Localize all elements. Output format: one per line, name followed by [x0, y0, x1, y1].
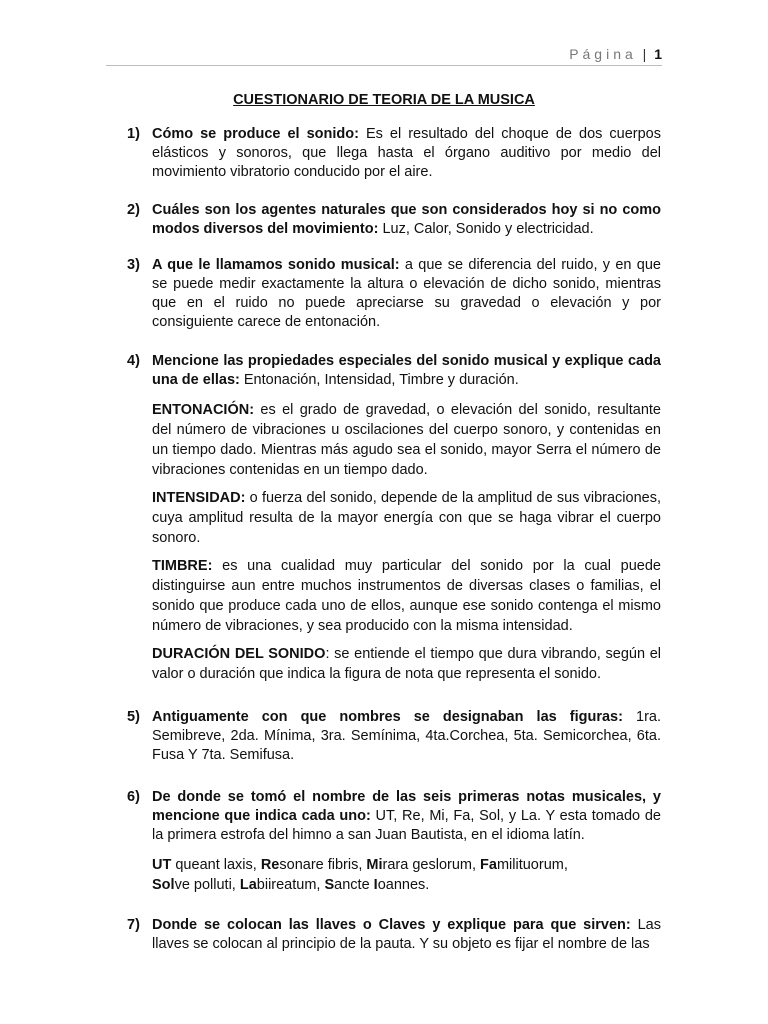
hymn-text: biireatum, [256, 877, 325, 893]
hymn-syllable: Re [260, 857, 280, 873]
question-5 [127, 708, 661, 765]
hymn-syllable: Sol [152, 877, 175, 893]
property-term: ENTONACIÓN: [152, 402, 255, 418]
hymn-text: queant laxis, [171, 857, 261, 873]
answer-text: 1ra. Semibreve, 2da. Mínima, 3ra. Semínima, 4ta.Corchea, 5ta. Semicorchea, 6ta. Fusa Y 7ta. Semifusa. [152, 709, 662, 763]
hymn-syllable: S [324, 877, 335, 893]
document-title: CUESTIONARIO DE TEORIA DE LA MUSICA [233, 92, 535, 108]
document-body [127, 125, 661, 954]
question-text: Donde se colocan las llaves o Claves y explique para que sirven: [152, 917, 631, 933]
hymn-text: oannes. [377, 877, 430, 893]
question-number: 7) [127, 917, 140, 933]
hymn-text: sonare fibris, [279, 857, 367, 873]
question-3 [127, 256, 661, 332]
question-text: Cuáles son los agentes naturales que son considerados hoy si no como modos diversos del movimiento: [152, 202, 661, 237]
property-description: : se entiende el tiempo que dura vibrando, según el valor o duración que indica la figura de nota que representa el sonido. [152, 646, 661, 682]
question-7 [127, 916, 661, 954]
property-description: es el grado de gravedad, o elevación del sonido, resultante del número de vibraciones u oscilaciones del cuerpo sonoro, y contenidas en un tiempo dado. Mientras más agudo sea el sonido, mayor Serra el número de vibraciones contenidas en un tiempo dado. [152, 402, 661, 478]
property-timbre [127, 556, 661, 636]
question-text: Mencione las propiedades especiales del sonido musical y explique cada una de ellas: [152, 353, 661, 388]
hymn-syllable: La [239, 877, 257, 893]
question-2 [127, 201, 661, 239]
property-entonacion [127, 400, 661, 480]
hymn-text: rara geslorum, [382, 857, 481, 873]
property-duracion [127, 644, 661, 684]
page-header [569, 46, 662, 62]
page-number: 1 [654, 46, 662, 62]
property-description: es una cualidad muy particular del sonido por la cual puede distinguirse aun entre muchos instrumentos de diversas clases o familias, el sonido que produce cada uno de ellos, aunque ese sonido contenga el mismo número de vibraciones, y sea producido con la misma intensidad. [152, 558, 661, 634]
answer-text: Entonación, Intensidad, Timbre y duración. [239, 372, 519, 388]
question-number: 6) [127, 789, 140, 805]
question-number: 4) [127, 353, 140, 369]
hymn-text: milituorum, [496, 857, 568, 873]
question-text: Antiguamente con que nombres se designaban las figuras: [152, 709, 623, 725]
property-term: INTENSIDAD: [152, 490, 246, 506]
answer-text: Luz, Calor, Sonido y electricidad. [378, 221, 594, 237]
question-number: 2) [127, 202, 140, 218]
hymn-text: ve polluti, [174, 877, 240, 893]
hymn-text: ancte [334, 877, 374, 893]
property-term: TIMBRE: [152, 558, 213, 574]
question-text: De donde se tomó el nombre de las seis primeras notas musicales, y mencione que indica cada uno: [152, 789, 661, 824]
answer-text: Las llaves se colocan al principio de la pauta. Y su objeto es fijar el nombre de las [152, 917, 661, 952]
answer-text: Es el resultado del choque de dos cuerpos elásticos y sonoros, que llega hasta el órgano auditivo por medio del movimiento vibratorio conducido por el aire. [152, 126, 661, 180]
hymn-syllable: Mi [366, 857, 383, 873]
header-separator: | [642, 46, 647, 62]
answer-text: a que se diferencia del ruido, y en que se puede medir exactamente la altura o elevación de dicho sonido, mientras que en el ruido no puede apreciarse su gravedad o elevación y por consiguiente carece de entonación. [152, 257, 661, 330]
property-intensidad [127, 488, 661, 548]
answer-text: UT, Re, Mi, Fa, Sol, y La. Y esta tomado de la primera estrofa del himno a san Juan Bautista, en el idioma latín. [152, 808, 661, 843]
header-divider [106, 65, 662, 66]
hymn-verse [127, 855, 661, 895]
question-text: A que le llamamos sonido musical: [152, 257, 400, 273]
page-label: Página [569, 46, 637, 62]
question-1 [127, 125, 661, 182]
question-number: 5) [127, 709, 140, 725]
question-number: 3) [127, 257, 140, 273]
property-description: o fuerza del sonido, depende de la amplitud de sus vibraciones, cuya amplitud resulta de la mayor energía con que se haga vibrar el cuerpo sonoro. [152, 490, 661, 546]
hymn-syllable: I [373, 877, 378, 893]
question-number: 1) [127, 126, 140, 142]
question-6 [127, 788, 661, 845]
hymn-syllable: UT [152, 857, 172, 873]
hymn-syllable: Fa [480, 857, 497, 873]
property-term: DURACIÓN DEL SONIDO [152, 646, 326, 662]
question-4 [127, 352, 661, 390]
question-text: Cómo se produce el sonido: [152, 126, 359, 142]
